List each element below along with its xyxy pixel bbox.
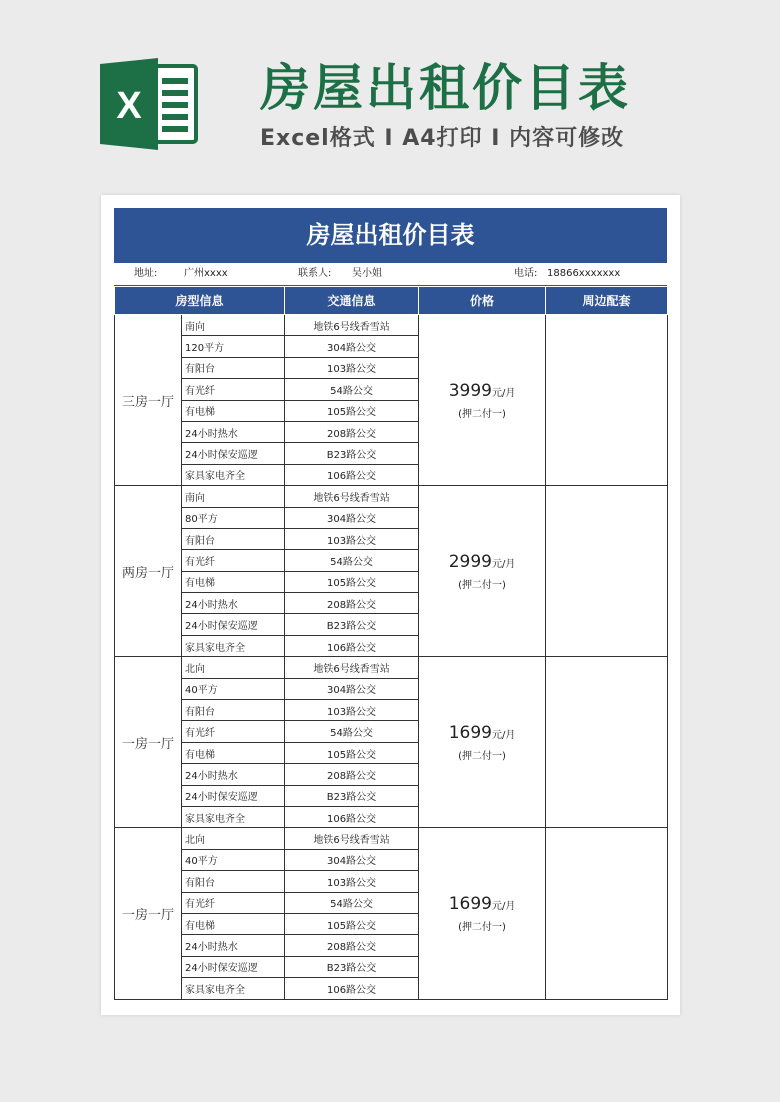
feature-cell: 120平方 [182,336,285,357]
transport-cell: 304路公交 [285,678,419,699]
price-table [114,286,668,1000]
feature-cell: 南向 [182,315,285,336]
transport-cell: 105路公交 [285,400,419,421]
contact-info-row [114,263,667,286]
price-value: 3999 [448,380,492,401]
transport-cell: B23路公交 [285,443,419,464]
room-type-cell: 一房一厅 [115,657,182,828]
transport-cell: 106路公交 [285,806,419,827]
table-row [115,486,668,507]
document-paper [101,195,680,1015]
transport-cell: 54路公交 [285,892,419,913]
feature-cell: 40平方 [182,849,285,870]
room-type-cell: 三房一厅 [115,315,182,486]
room-type-cell: 一房一厅 [115,828,182,999]
transport-cell: 103路公交 [285,528,419,549]
transport-cell: 208路公交 [285,593,419,614]
price-line [419,894,545,914]
feature-cell: 24小时热水 [182,935,285,956]
contact-label: 联系人: [298,268,332,279]
price-cell [419,486,546,657]
payment-terms: (押二付一) [458,750,506,762]
transport-cell: 103路公交 [285,871,419,892]
transport-cell: 106路公交 [285,464,419,485]
feature-cell: 北向 [182,828,285,849]
price-cell [419,828,546,999]
amenities-cell [546,828,668,999]
feature-cell: 24小时保安巡逻 [182,614,285,635]
sheet-title: 房屋出租价目表 [114,208,667,263]
transport-cell: 208路公交 [285,421,419,442]
feature-cell: 有光纤 [182,379,285,400]
amenities-cell [546,315,668,486]
phone-label: 电话: [514,268,538,279]
transport-cell: 106路公交 [285,978,419,999]
feature-cell: 有阳台 [182,871,285,892]
feature-cell: 80平方 [182,507,285,528]
feature-cell: 24小时保安巡逻 [182,785,285,806]
feature-cell: 家具家电齐全 [182,635,285,656]
column-header-transport: 交通信息 [285,287,419,315]
address-value: 广州xxxx [184,268,228,279]
transport-cell: 地铁6号线香雪站 [285,486,419,507]
payment-terms: (押二付一) [458,408,506,420]
transport-cell: B23路公交 [285,614,419,635]
room-type-cell: 两房一厅 [115,486,182,657]
transport-cell: 304路公交 [285,507,419,528]
transport-cell: 103路公交 [285,357,419,378]
feature-cell: 有光纤 [182,892,285,913]
price-unit: 元/月 [491,387,516,399]
price-line [419,552,545,572]
feature-cell: 有电梯 [182,400,285,421]
feature-cell: 24小时热水 [182,764,285,785]
table-row [115,315,668,336]
logo-letter: X [116,85,142,127]
feature-cell: 有电梯 [182,742,285,763]
feature-cell: 24小时热水 [182,593,285,614]
payment-terms: (押二付一) [458,921,506,933]
price-line [419,381,545,401]
price-line [419,723,545,743]
price-value: 1699 [448,893,492,914]
transport-cell: B23路公交 [285,956,419,977]
transport-cell: 103路公交 [285,700,419,721]
amenities-cell [546,486,668,657]
page-subtitle: Excel格式 I A4打印 I 内容可修改 [260,126,625,151]
price-sheet [114,208,667,1000]
price-cell [419,315,546,486]
amenities-cell [546,657,668,828]
price-value: 2999 [448,551,492,572]
transport-cell: 105路公交 [285,571,419,592]
payment-terms: (押二付一) [458,579,506,591]
table-row [115,657,668,678]
price-cell [419,657,546,828]
excel-icon [100,58,200,150]
transport-cell: 208路公交 [285,935,419,956]
column-header-amenities: 周边配套 [546,287,668,315]
price-unit: 元/月 [491,558,516,570]
feature-cell: 家具家电齐全 [182,806,285,827]
feature-cell: 有阳台 [182,528,285,549]
transport-cell: 54路公交 [285,721,419,742]
price-unit: 元/月 [491,900,516,912]
column-header-price: 价格 [419,287,546,315]
feature-cell: 家具家电齐全 [182,464,285,485]
transport-cell: 地铁6号线香雪站 [285,315,419,336]
phone-value: 18866xxxxxxx [547,268,621,279]
transport-cell: 304路公交 [285,849,419,870]
table-body [115,315,668,1000]
transport-cell: 304路公交 [285,336,419,357]
feature-cell: 24小时保安巡逻 [182,443,285,464]
feature-cell: 有电梯 [182,913,285,934]
transport-cell: 54路公交 [285,379,419,400]
transport-cell: 105路公交 [285,913,419,934]
feature-cell: 家具家电齐全 [182,978,285,999]
transport-cell: 106路公交 [285,635,419,656]
table-header-row [115,287,668,315]
address-label: 地址: [134,268,158,279]
contact-value: 吴小姐 [352,268,382,279]
feature-cell: 24小时热水 [182,421,285,442]
feature-cell: 有光纤 [182,721,285,742]
feature-cell: 有阳台 [182,700,285,721]
transport-cell: 54路公交 [285,550,419,571]
price-value: 1699 [448,722,492,743]
feature-cell: 有光纤 [182,550,285,571]
transport-cell: 地铁6号线香雪站 [285,657,419,678]
feature-cell: 南向 [182,486,285,507]
page-title: 房屋出租价目表 [260,59,631,117]
feature-cell: 24小时保安巡逻 [182,956,285,977]
transport-cell: 105路公交 [285,742,419,763]
feature-cell: 有电梯 [182,571,285,592]
table-row [115,828,668,849]
transport-cell: 208路公交 [285,764,419,785]
feature-cell: 有阳台 [182,357,285,378]
transport-cell: B23路公交 [285,785,419,806]
feature-cell: 北向 [182,657,285,678]
transport-cell: 地铁6号线香雪站 [285,828,419,849]
column-header-room-type: 房型信息 [115,287,285,315]
page-header [0,0,780,185]
feature-cell: 40平方 [182,678,285,699]
price-unit: 元/月 [491,729,516,741]
